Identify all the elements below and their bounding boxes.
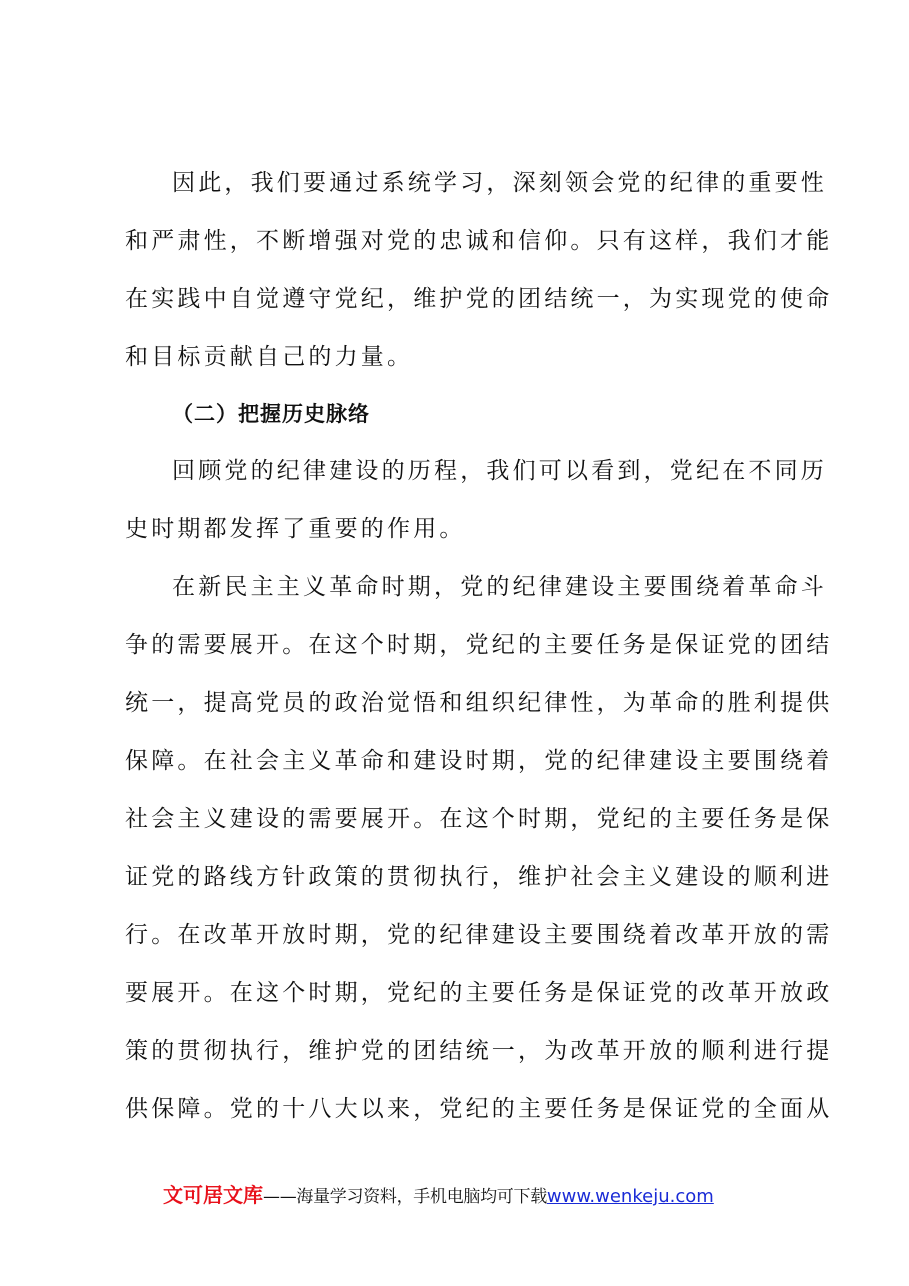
paragraph-line: 行。在改革开放时期，党的纪律建设主要围绕着改革开放的需 [125,922,833,948]
paragraph-line: 和目标贡献自己的力量。 [125,344,414,370]
paragraph-line: 史时期都发挥了重要的作用。 [125,516,466,542]
footer-banner [163,1182,714,1210]
section-heading: （二）把握历史脉络 [172,402,370,426]
paragraph-line: 在新民主主义革命时期，党的纪律建设主要围绕着革命斗 [172,574,827,600]
paragraph-line: 证党的路线方针政策的贯彻执行，维护社会主义建设的顺利进 [125,864,833,890]
paragraph-line: 因此，我们要通过系统学习，深刻领会党的纪律的重要性 [172,170,827,196]
website-link[interactable]: www.wenkeju.com [546,1186,714,1207]
paragraph-line: 保障。在社会主义革命和建设时期，党的纪律建设主要围绕着 [125,748,833,774]
paragraph-line: 社会主义建设的需要展开。在这个时期，党纪的主要任务是保 [125,806,833,832]
paragraph-line: 争的需要展开。在这个时期，党纪的主要任务是保证党的团结 [125,632,833,658]
brand-name: 文可居文库 [163,1183,263,1207]
paragraph-line: 要展开。在这个时期，党纪的主要任务是保证党的改革开放政 [125,980,833,1006]
paragraph-line: 和严肃性，不断增强对党的忠诚和信仰。只有这样，我们才能 [125,228,833,254]
paragraph-line: 供保障。党的十八大以来，党纪的主要任务是保证党的全面从 [125,1096,833,1122]
paragraph-line: 回顾党的纪律建设的历程，我们可以看到，党纪在不同历 [172,458,827,484]
paragraph-line: 策的贯彻执行，维护党的团结统一，为改革开放的顺利进行提 [125,1038,833,1064]
paragraph-line: 在实践中自觉遵守党纪，维护党的团结统一，为实现党的使命 [125,286,833,312]
paragraph-line: 统一，提高党员的政治觉悟和组织纪律性，为革命的胜利提供 [125,690,833,716]
footer-slogan: ——海量学习资料，手机电脑均可下载 [263,1187,547,1207]
